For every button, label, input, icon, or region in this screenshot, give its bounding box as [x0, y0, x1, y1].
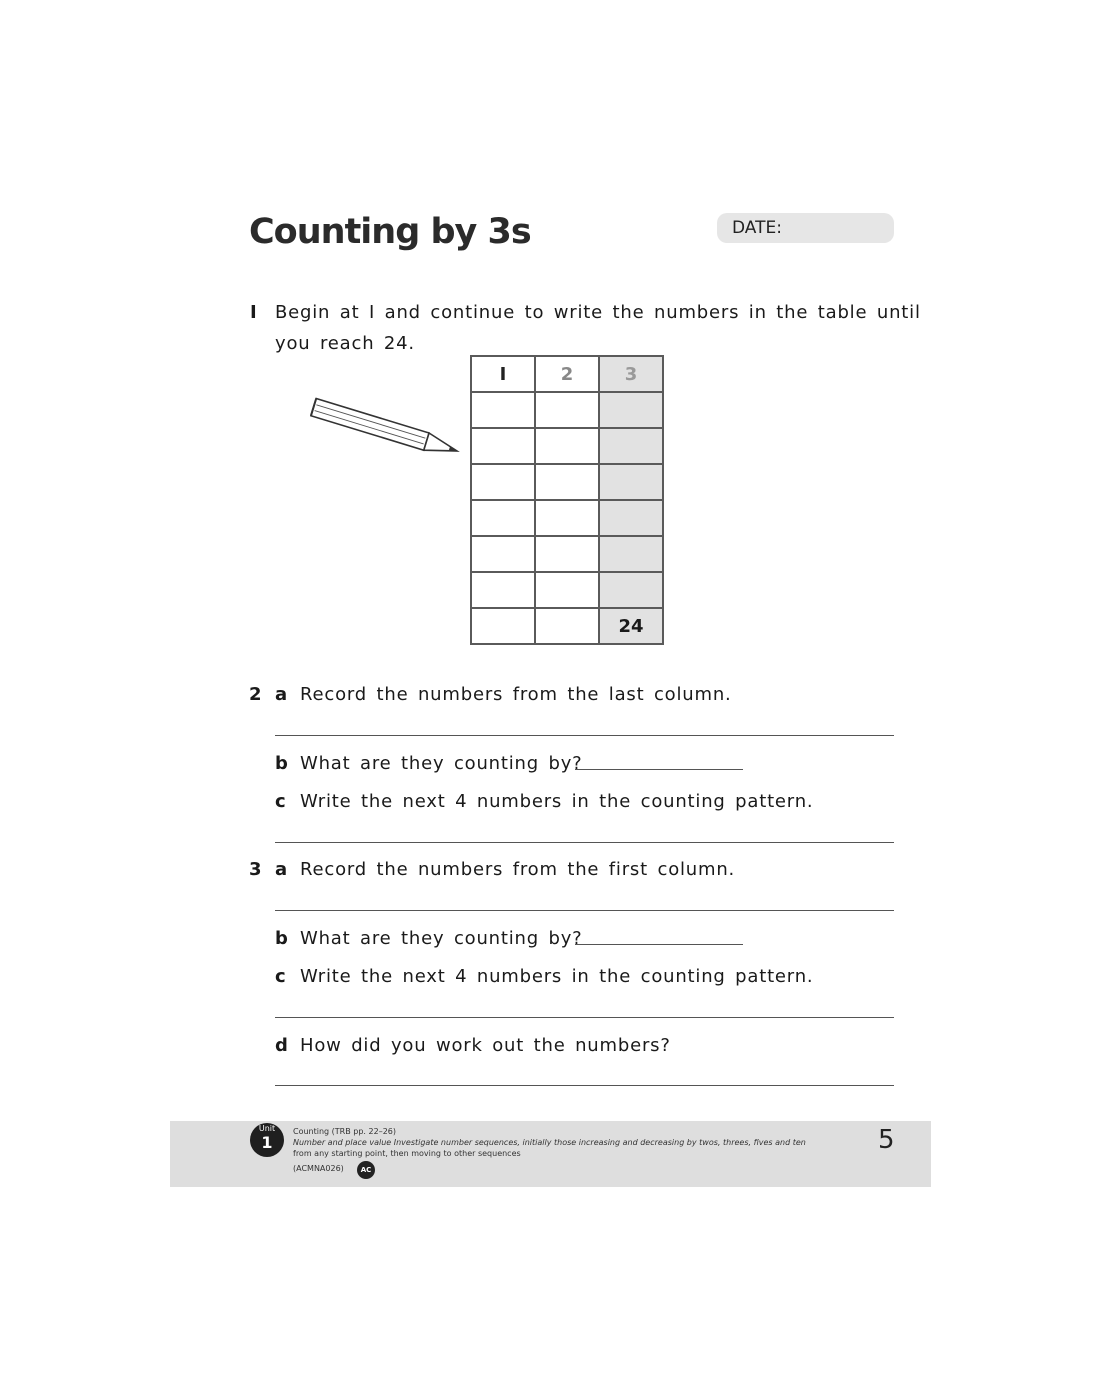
- pencil-icon: [300, 395, 470, 465]
- question-2b-letter: b: [275, 753, 288, 774]
- number-table: [470, 355, 664, 645]
- question-1-text-line2: you reach 24.: [275, 333, 415, 354]
- question-3c-text: Write the next 4 numbers in the counting pattern.: [300, 966, 814, 987]
- page-footer: [170, 1121, 931, 1187]
- answer-line-3a[interactable]: [275, 910, 894, 911]
- answer-line-3c[interactable]: [275, 1017, 894, 1018]
- table-cell[interactable]: [599, 572, 663, 608]
- question-3d-text: How did you work out the numbers?: [300, 1035, 671, 1056]
- table-cell[interactable]: [471, 500, 535, 536]
- question-3b-text: What are they counting by?: [300, 928, 583, 949]
- table-header-cell: I: [471, 356, 535, 392]
- unit-badge: [250, 1123, 284, 1157]
- question-3-number: 3: [249, 859, 262, 880]
- table-row: [471, 428, 663, 464]
- table-cell[interactable]: [535, 464, 599, 500]
- table-cell[interactable]: [471, 572, 535, 608]
- table-cell[interactable]: [535, 572, 599, 608]
- table-cell[interactable]: [599, 464, 663, 500]
- ac-logo-icon: AC: [357, 1161, 375, 1179]
- table-row: [471, 500, 663, 536]
- table-cell-last: 24: [599, 608, 663, 644]
- question-1-number: I: [250, 302, 257, 323]
- question-1-text-line1: Begin at I and continue to write the numbers in the table until: [275, 302, 921, 323]
- table-cell[interactable]: [535, 536, 599, 572]
- table-cell[interactable]: [471, 464, 535, 500]
- table-row: [471, 536, 663, 572]
- date-label: DATE:: [732, 218, 782, 238]
- question-2c-text: Write the next 4 numbers in the counting pattern.: [300, 791, 814, 812]
- footer-line1: Counting (TRB pp. 22–26): [293, 1127, 396, 1136]
- table-cell[interactable]: [599, 536, 663, 572]
- question-2a-text: Record the numbers from the last column.: [300, 684, 732, 705]
- table-cell[interactable]: [535, 608, 599, 644]
- table-row: [471, 392, 663, 428]
- table-cell[interactable]: [599, 500, 663, 536]
- table-cell[interactable]: [471, 536, 535, 572]
- footer-line2: Number and place value Investigate number sequences, initially those increasing and decreasing by twos, threes, fives and ten: [293, 1138, 806, 1147]
- question-2a-letter: a: [275, 684, 288, 705]
- answer-line-2c[interactable]: [275, 842, 894, 843]
- date-field[interactable]: [717, 213, 894, 243]
- question-3b-letter: b: [275, 928, 288, 949]
- table-header-row: [471, 356, 663, 392]
- footer-line3: from any starting point, then moving to other sequences: [293, 1149, 521, 1158]
- page-number: 5: [878, 1125, 895, 1155]
- question-2b-text: What are they counting by?: [300, 753, 583, 774]
- question-3d-letter: d: [275, 1035, 288, 1056]
- answer-line-2a[interactable]: [275, 735, 894, 736]
- table-cell[interactable]: [599, 392, 663, 428]
- table-header-cell: 3: [599, 356, 663, 392]
- question-2-number: 2: [249, 684, 262, 705]
- question-3a-letter: a: [275, 859, 288, 880]
- table-cell[interactable]: [535, 428, 599, 464]
- footer-line4: (ACMNA026): [293, 1164, 344, 1173]
- table-cell[interactable]: [535, 392, 599, 428]
- answer-line-3d[interactable]: [275, 1085, 894, 1086]
- question-3a-text: Record the numbers from the first column.: [300, 859, 736, 880]
- table-row: [471, 572, 663, 608]
- table-cell[interactable]: [535, 500, 599, 536]
- table-cell[interactable]: [471, 608, 535, 644]
- unit-number: 1: [261, 1133, 273, 1152]
- table-cell[interactable]: [599, 428, 663, 464]
- table-row: [471, 608, 663, 644]
- question-2c-letter: c: [275, 791, 286, 812]
- answer-line-3b[interactable]: [575, 944, 743, 945]
- unit-label: Unit: [258, 1124, 276, 1133]
- table-cell[interactable]: [471, 428, 535, 464]
- table-header-cell: 2: [535, 356, 599, 392]
- answer-line-2b[interactable]: [575, 769, 743, 770]
- question-3c-letter: c: [275, 966, 286, 987]
- table-row: [471, 464, 663, 500]
- page-title: Counting by 3s: [249, 212, 531, 252]
- table-cell[interactable]: [471, 392, 535, 428]
